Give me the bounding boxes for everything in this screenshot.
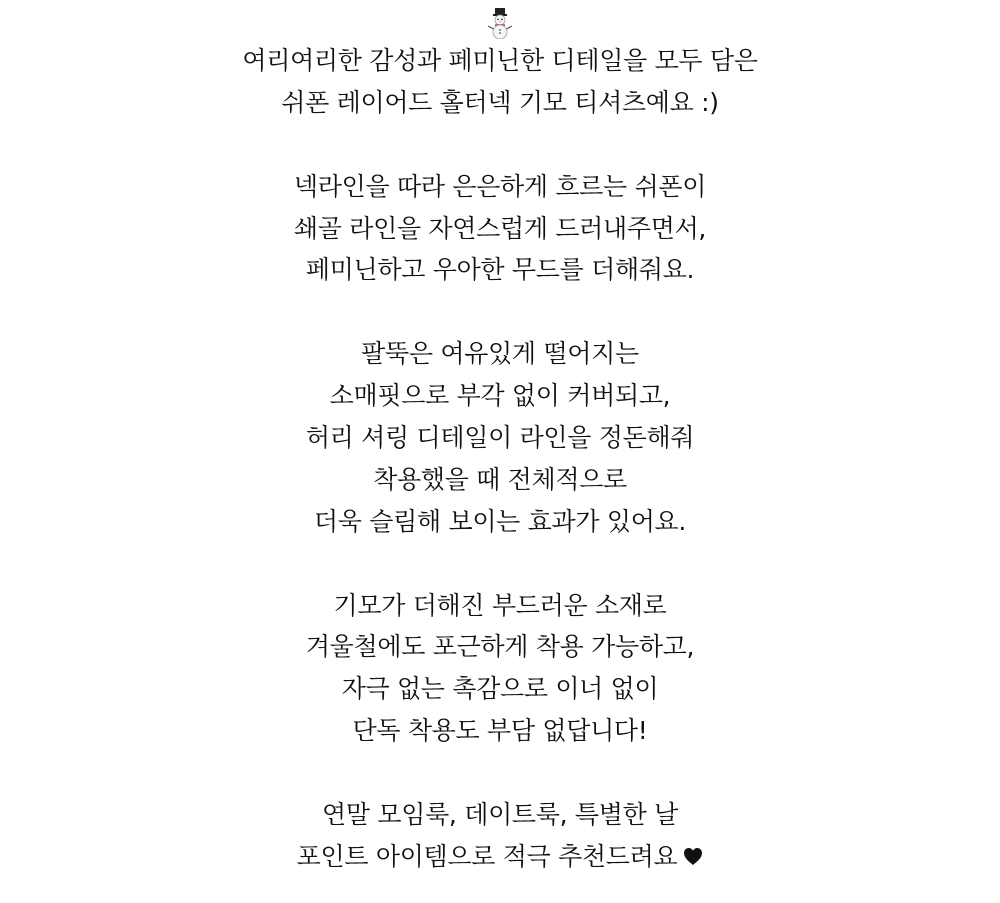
text-line: 겨울철에도 포근하게 착용 가능하고, bbox=[305, 632, 695, 662]
snowman-icon-row bbox=[0, 4, 1000, 40]
text-line: 여리여리한 감성과 페미닌한 디테일을 모두 담은 bbox=[242, 46, 758, 75]
text-line: 쉬폰 레이어드 홀터넥 기모 티셔츠예요 :) bbox=[281, 87, 719, 117]
snowman-icon bbox=[486, 7, 514, 39]
text-line-with-heart bbox=[0, 836, 1000, 878]
text-line: 쇄골 라인을 자연스럽게 드러내주면서, bbox=[293, 213, 707, 243]
closing-text: 포인트 아이템으로 적극 추천드려요 bbox=[296, 841, 678, 871]
paragraph-gap bbox=[0, 124, 1000, 166]
text-line: 자극 없는 촉감으로 이너 없이 bbox=[341, 674, 659, 704]
paragraph-gap bbox=[0, 752, 1000, 794]
text-line: 착용했을 때 전체적으로 bbox=[373, 464, 627, 494]
text-line: 기모가 더해진 부드러운 소재로 bbox=[333, 590, 667, 620]
paragraph-gap bbox=[0, 291, 1000, 333]
text-line: 소매핏으로 부각 없이 커버되고, bbox=[329, 381, 671, 411]
text-line: 연말 모임룩, 데이트룩, 특별한 날 bbox=[322, 800, 678, 830]
paragraph-gap bbox=[0, 543, 1000, 585]
text-line: 더욱 슬림해 보이는 효과가 있어요. bbox=[313, 506, 687, 536]
text-line: 팔뚝은 여유있게 떨어지는 bbox=[361, 339, 639, 369]
text-line: 허리 셔링 디테일이 라인을 정돈해줘 bbox=[305, 423, 695, 453]
heart-icon bbox=[683, 847, 703, 866]
text-line: 페미닌하고 우아한 무드를 더해줘요. bbox=[305, 255, 695, 285]
text-line: 단독 착용도 부담 없답니다! bbox=[352, 716, 648, 746]
text-line: 넥라인을 따라 은은하게 흐르는 쉬폰이 bbox=[293, 171, 707, 201]
